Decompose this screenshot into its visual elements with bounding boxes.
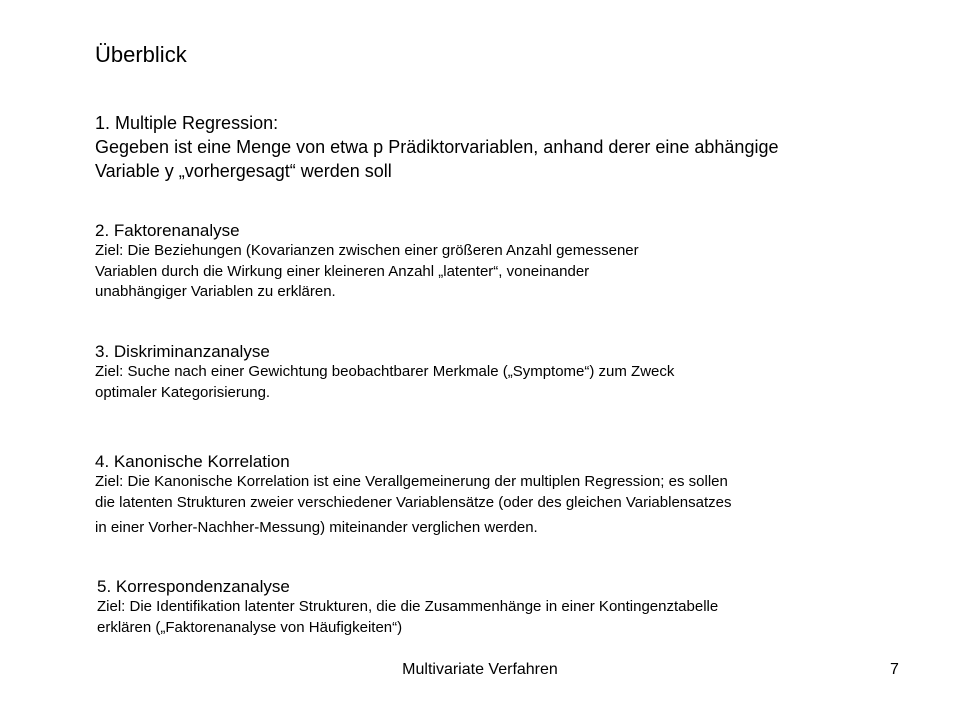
section-heading: 4. Kanonische Korrelation <box>95 452 290 471</box>
footer-title: Multivariate Verfahren <box>402 661 558 678</box>
page-number: 7 <box>890 661 899 678</box>
page-title: Überblick <box>95 42 187 67</box>
section-diskriminanzanalyse <box>95 342 674 403</box>
section-text-line: erklären („Faktorenanalyse von Häufigkeiten“) <box>97 618 403 636</box>
section-text-line: Ziel: Die Beziehungen (Kovarianzen zwischen einer größeren Anzahl gemessener <box>95 242 639 259</box>
section-heading: 5. Korrespondenzanalyse <box>97 577 290 596</box>
section-heading: 3. Diskriminanzanalyse <box>95 342 270 361</box>
section-heading: 2. Faktorenanalyse <box>95 221 240 240</box>
section-text-line: Gegeben ist eine Menge von etwa p Prädiktorvariablen, anhand derer eine abhängige <box>95 137 779 157</box>
section-text-line: Ziel: Die Identifikation latenter Strukturen, die die Zusammenhänge in einer Kontingenztabelle <box>97 598 719 615</box>
section-text-line: Ziel: Suche nach einer Gewichtung beobachtbarer Merkmale („Symptome“) zum Zweck <box>95 363 675 380</box>
section-text-line: unabhängiger Variablen zu erklären. <box>95 283 336 300</box>
section-multiple-regression <box>95 111 778 183</box>
section-heading: 1. Multiple Regression: <box>95 113 279 133</box>
section-text-line: Ziel: Die Kanonische Korrelation ist eine Verallgemeinerung der multiplen Regression; es sollen <box>95 473 728 490</box>
section-text-line: die latenten Strukturen zweier verschiedener Variablensätze (oder des gleichen Variablensatzes <box>95 493 732 511</box>
section-text-line: in einer Vorher-Nachher-Messung) miteinander verglichen werden. <box>95 519 538 536</box>
section-kanonische-korrelation <box>95 452 731 541</box>
section-korrespondenzanalyse <box>97 577 718 638</box>
section-text-line: Variable y „vorhergesagt“ werden soll <box>95 161 392 181</box>
section-text-line: Variablen durch die Wirkung einer kleineren Anzahl „latenter“, voneinander <box>95 262 590 280</box>
section-faktorenanalyse <box>95 221 639 303</box>
section-text-line: optimaler Kategorisierung. <box>95 383 271 401</box>
